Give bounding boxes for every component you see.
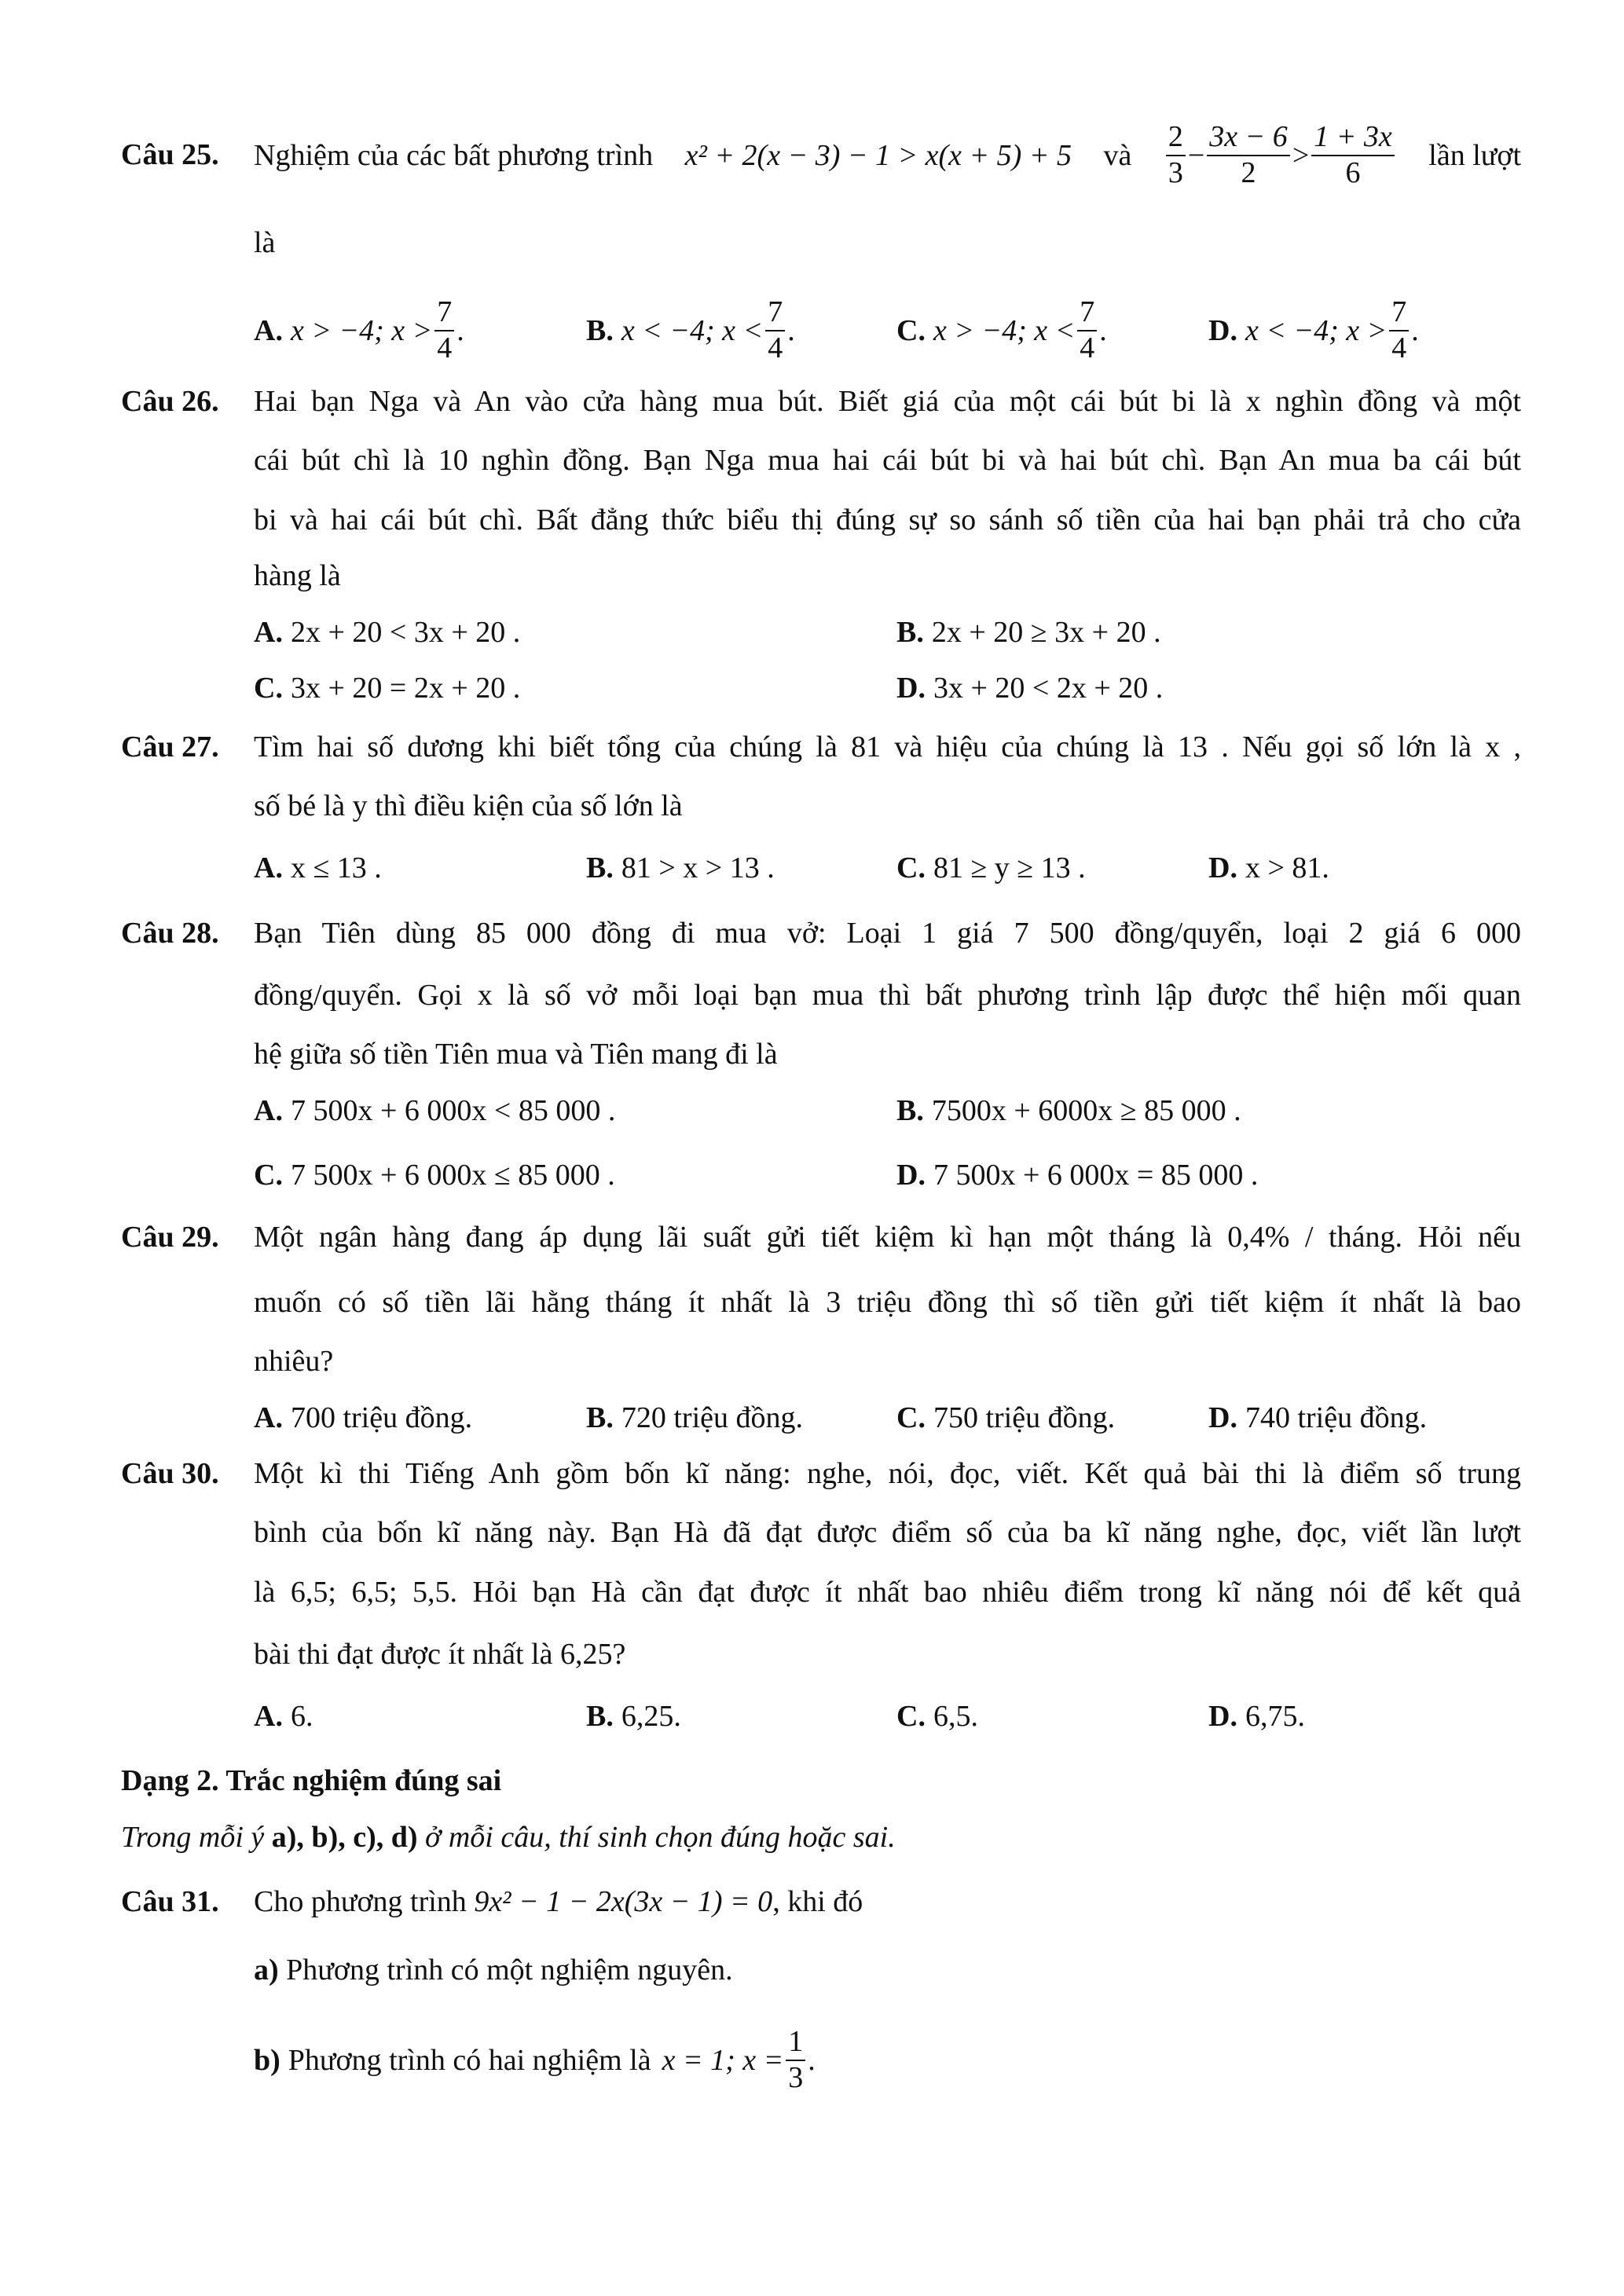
option-key: A. <box>254 1094 283 1127</box>
question-text <box>254 120 1521 189</box>
option-b[interactable] <box>586 1701 681 1731</box>
question-text-line: bài thi đạt được ít nhất là 6,25? <box>254 1638 626 1671</box>
option-key: B. <box>586 851 614 884</box>
option-text: 6,25. <box>621 1700 681 1733</box>
statement-text: Phương trình có một nghiệm nguyên. <box>286 1954 733 1987</box>
question-text-line: cái bút chì là 10 nghìn đồng. Bạn Nga mua hai cái bút bi và hai bút chì. Bạn An mua ba cái bút <box>254 444 1521 477</box>
option-a[interactable] <box>254 1096 615 1126</box>
option-b[interactable] <box>896 617 1161 647</box>
option-text: 6. <box>290 1700 313 1733</box>
option-key: C. <box>254 672 283 705</box>
option-text: x ≤ 13 . <box>290 851 382 884</box>
option-text: 6,5. <box>933 1700 978 1733</box>
question-label: Câu 31. <box>121 1885 219 1918</box>
option-key: A. <box>254 851 283 884</box>
option-key: B. <box>896 616 924 649</box>
option-d[interactable] <box>896 1160 1258 1190</box>
question-text-line: đồng/quyển. Gọi x là số vở mỗi loại bạn mua thì bất phương trình lập được thể hiện mối quan <box>254 979 1521 1012</box>
operator: > <box>1292 139 1310 172</box>
question-text-line: Bạn Tiên dùng 85 000 đồng đi mua vở: Loại 1 giá 7 500 đồng/quyển, loại 2 giá 6 000 <box>254 917 1521 950</box>
option-key: D. <box>1208 1401 1237 1434</box>
numerator: 1 + 3x <box>1311 122 1395 156</box>
option-key: A. <box>254 616 283 649</box>
question-text <box>254 1887 863 1917</box>
denominator: 4 <box>437 331 453 364</box>
option-text: 3x + 20 = 2x + 20 . <box>290 672 521 705</box>
option-key: D. <box>896 1159 926 1192</box>
option-key: B. <box>586 313 614 347</box>
math-expression: x² + 2(x − 3) − 1 > x(x + 5) + 5 <box>684 139 1072 172</box>
fraction <box>1077 297 1097 364</box>
fraction <box>1311 122 1395 189</box>
numerator: 1 <box>786 2027 805 2061</box>
numerator: 7 <box>1389 297 1409 331</box>
option-key: B. <box>896 1094 924 1127</box>
option-text: x < −4; x > <box>1245 313 1388 347</box>
option-text: 2x + 20 ≥ 3x + 20 . <box>931 616 1161 649</box>
option-d[interactable] <box>1208 853 1329 883</box>
option-c[interactable] <box>254 1160 615 1190</box>
question-text-line: nhiêu? <box>254 1345 334 1378</box>
question-text-part: Nghiệm của các bất phương trình <box>254 139 654 172</box>
fraction <box>1166 122 1186 189</box>
question-text-part: , khi đó <box>772 1885 863 1918</box>
math-expression: 9x² − 1 − 2x(3x − 1) = 0 <box>474 1885 773 1918</box>
question-text-line: hệ giữa số tiền Tiên mua và Tiên mang đi là <box>254 1038 778 1071</box>
option-d[interactable]: D. x < −4; x > $\frac{7}{4}$ . <box>1208 295 1419 364</box>
option-c[interactable] <box>896 1403 1115 1433</box>
option-text: 6,75. <box>1245 1700 1305 1733</box>
question-label: Câu 27. <box>121 731 219 764</box>
fraction <box>786 2027 805 2094</box>
section-title: Dạng 2. Trắc nghiệm đúng sai <box>121 1764 502 1797</box>
option-text: 7 500x + 6 000x = 85 000 . <box>933 1159 1259 1192</box>
question-text-line: Một ngân hàng đang áp dụng lãi suất gửi tiết kiệm kì hạn một tháng là 0,4% / tháng. Hỏi nếu <box>254 1221 1521 1254</box>
option-text: 700 triệu đồng. <box>290 1401 473 1434</box>
option-text: 7500x + 6000x ≥ 85 000 . <box>931 1094 1241 1127</box>
question-text-line: số bé là y thì điều kiện của số lớn là <box>254 789 683 822</box>
operator: − <box>1187 139 1205 172</box>
option-c[interactable]: C. x > −4; x < $\frac{7}{4}$ . <box>896 295 1107 364</box>
numerator: 3x − 6 <box>1207 122 1290 156</box>
option-text: 2x + 20 < 3x + 20 . <box>290 616 521 649</box>
math-expression: x = 1; x = <box>662 2043 784 2077</box>
option-key: C. <box>896 1700 926 1733</box>
denominator: 4 <box>768 331 783 364</box>
question-text-line: bình của bốn kĩ năng này. Bạn Hà đã đạt được điểm số của ba kĩ năng nghe, đọc, viết lần lượt <box>254 1516 1521 1549</box>
numerator: 7 <box>765 297 785 331</box>
question-text-part: Cho phương trình <box>254 1885 467 1918</box>
section-instructions <box>121 1822 896 1852</box>
option-text: x < −4; x < <box>621 313 764 347</box>
option-b[interactable] <box>586 1403 803 1433</box>
denominator: 4 <box>1391 331 1407 364</box>
option-key: A. <box>254 1700 283 1733</box>
option-key: D. <box>1208 851 1237 884</box>
option-key: B. <box>586 1700 614 1733</box>
option-text: 7 500x + 6 000x < 85 000 . <box>290 1094 616 1127</box>
fraction <box>1207 122 1290 189</box>
question-text-line: là 6,5; 6,5; 5,5. Hỏi bạn Hà cần đạt được ít nhất bao nhiêu điểm trong kĩ năng nói để kết quả <box>254 1576 1521 1609</box>
denominator: 2 <box>1241 156 1256 189</box>
instruction-text: ở mỗi câu, thí sinh chọn đúng hoặc sai. <box>425 1821 896 1854</box>
option-d[interactable] <box>1208 1701 1305 1731</box>
option-a[interactable] <box>254 1403 472 1433</box>
option-key: D. <box>896 672 926 705</box>
numerator: 7 <box>1077 297 1097 331</box>
question-text-line: hàng là <box>254 559 341 592</box>
question-label: Câu 30. <box>121 1457 219 1490</box>
question-text-part: lần lượt <box>1428 139 1521 172</box>
fraction <box>765 297 785 364</box>
option-b[interactable]: B. x < −4; x < $\frac{7}{4}$ . <box>586 295 795 364</box>
question-text-line: là <box>254 226 276 259</box>
option-key: D. <box>1208 313 1237 347</box>
instruction-bold: a), b), c), d) <box>271 1821 418 1854</box>
statement-key: b) <box>254 2043 280 2077</box>
question-label: Câu 25. <box>121 138 219 171</box>
option-text: 81 ≥ y ≥ 13 . <box>933 851 1086 884</box>
option-text: x > −4; x > <box>290 313 433 347</box>
math-expression <box>1164 122 1397 189</box>
option-key: C. <box>896 851 926 884</box>
option-c[interactable] <box>896 853 1086 883</box>
option-a[interactable] <box>254 617 520 647</box>
option-a[interactable] <box>254 853 382 883</box>
option-key: D. <box>1208 1700 1237 1733</box>
option-d[interactable] <box>1208 1403 1427 1433</box>
option-c[interactable] <box>896 1701 978 1731</box>
option-text: 750 triệu đồng. <box>933 1401 1116 1434</box>
statement-a <box>254 1955 733 1985</box>
option-key: C. <box>254 1159 283 1192</box>
question-label: Câu 29. <box>121 1221 219 1254</box>
option-b[interactable] <box>586 853 775 883</box>
option-a[interactable]: A. x > −4; x > $\frac{7}{4}$ . <box>254 295 464 364</box>
numerator: 7 <box>434 297 454 331</box>
option-text: 740 triệu đồng. <box>1245 1401 1428 1434</box>
question-label: Câu 26. <box>121 385 219 418</box>
option-b[interactable] <box>896 1096 1241 1126</box>
option-text: 7 500x + 6 000x ≤ 85 000 . <box>290 1159 615 1192</box>
statement-text: Phương trình có hai nghiệm là <box>288 2043 651 2077</box>
question-text-line: muốn có số tiền lãi hằng tháng ít nhất là 3 triệu đồng thì số tiền gửi tiết kiệm ít nhất là bao <box>254 1286 1521 1319</box>
denominator: 4 <box>1080 331 1095 364</box>
option-a[interactable] <box>254 1701 313 1731</box>
option-key: A. <box>254 1401 283 1434</box>
statement-b: b) Phương trình có hai nghiệm là x = 1; x = $\frac{1}{3}$ . <box>254 2025 816 2094</box>
option-text: 3x + 20 < 2x + 20 . <box>933 672 1164 705</box>
option-key: B. <box>586 1401 614 1434</box>
denominator: 3 <box>1168 156 1183 189</box>
question-text-line: Tìm hai số dương khi biết tổng của chúng là 81 và hiệu của chúng là 13 . Nếu gọi số lớn là x , <box>254 731 1521 764</box>
fraction <box>1389 297 1409 364</box>
option-text: x > −4; x < <box>933 313 1076 347</box>
denominator: 3 <box>788 2060 804 2094</box>
question-text-line: bi và hai cái bút chì. Bất đẳng thức biểu thị đúng sự so sánh số tiền của hai bạn phải trả cho cửa <box>254 504 1521 536</box>
option-key: C. <box>896 1401 926 1434</box>
question-text-part: và <box>1103 139 1132 172</box>
option-d[interactable] <box>896 673 1163 703</box>
instruction-text: Trong mỗi ý <box>121 1821 265 1854</box>
denominator: 6 <box>1345 156 1361 189</box>
option-text: 720 triệu đồng. <box>621 1401 803 1434</box>
option-key: C. <box>896 313 926 347</box>
option-text: 81 > x > 13 . <box>621 851 775 884</box>
fraction <box>434 297 454 364</box>
statement-key: a) <box>254 1954 279 1987</box>
option-text: x > 81. <box>1245 851 1329 884</box>
question-label: Câu 28. <box>121 917 219 950</box>
option-c[interactable] <box>254 673 520 703</box>
numerator: 2 <box>1166 122 1186 156</box>
question-text-line: Hai bạn Nga và An vào cửa hàng mua bút. Biết giá của một cái bút bi là x nghìn đồng và một <box>254 385 1521 418</box>
option-key: A. <box>254 313 283 347</box>
question-text-line: Một kì thi Tiếng Anh gồm bốn kĩ năng: nghe, nói, đọc, viết. Kết quả bài thi là điểm số trung <box>254 1457 1521 1490</box>
